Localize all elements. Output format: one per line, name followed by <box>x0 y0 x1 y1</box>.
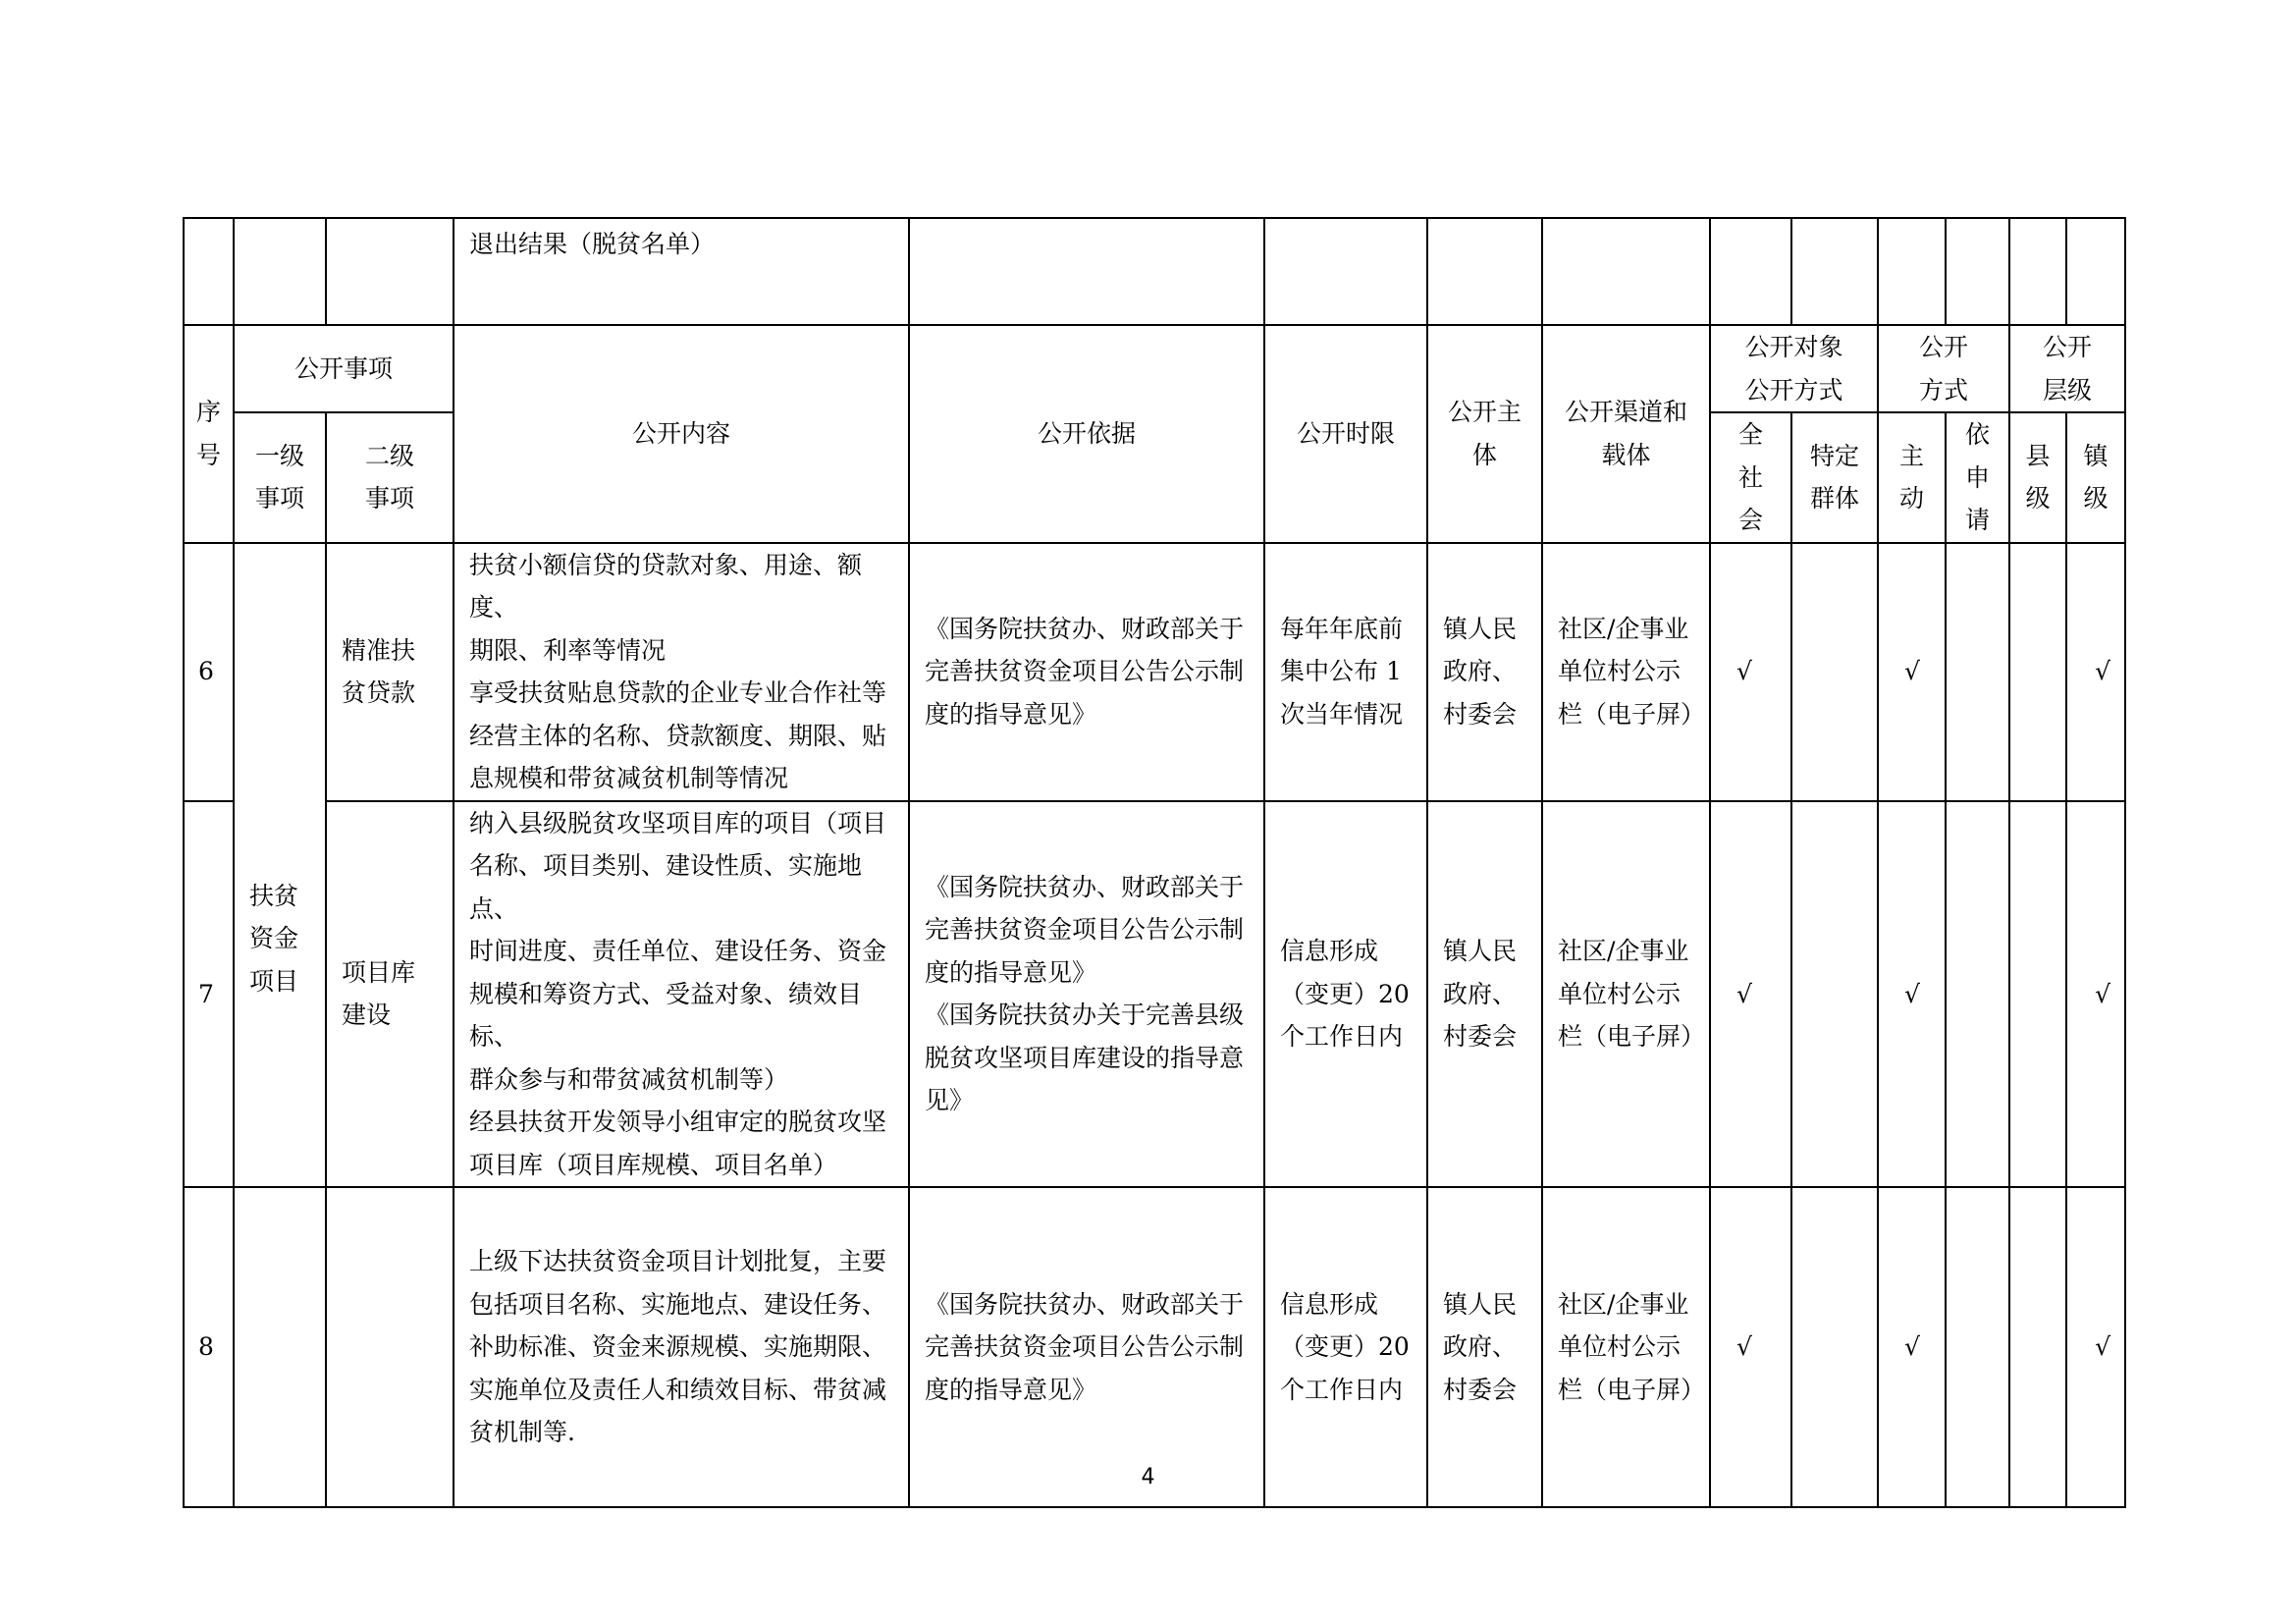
row-subject: 镇人民 政府、 村委会 <box>1427 1187 1542 1507</box>
header-tier-group: 公开 层级 <box>2009 325 2125 412</box>
row-level2: 项目库 建设 <box>326 801 454 1188</box>
row-subject: 镇人民 政府、 村委会 <box>1427 801 1542 1188</box>
row-basis: 《国务院扶贫办、财政部关于 完善扶贫资金项目公告公示制 度的指导意见》 <box>909 1187 1264 1507</box>
row-level2 <box>326 1187 454 1507</box>
disclosure-table <box>183 217 2126 1508</box>
row-check-tier-town: √ <box>2066 801 2125 1188</box>
row-check-method-active: √ <box>1878 1187 1946 1507</box>
header-matter: 公开事项 <box>234 325 454 412</box>
row-check-tier-town: √ <box>2066 1187 2125 1507</box>
row-timelimit: 信息形成 （变更）20 个工作日内 <box>1264 1187 1427 1507</box>
header-timelimit: 公开时限 <box>1264 325 1427 543</box>
page-number: 4 <box>1141 1465 1155 1489</box>
header-basis: 公开依据 <box>909 325 1264 543</box>
header-level2: 二级 事项 <box>326 412 454 543</box>
row-check-audience-all: √ <box>1710 801 1791 1188</box>
header-audience-group: 公开对象 公开方式 <box>1710 325 1878 412</box>
header-seq: 序 号 <box>184 325 234 543</box>
row-content: 扶贫小额信贷的贷款对象、用途、额度、 期限、利率等情况 享受扶贫贴息贷款的企业专业合作社等 经营主体的名称、贷款额度、期限、贴 息规模和带贫减贫机制等情况 <box>454 543 909 801</box>
row-check-audience-all: √ <box>1710 543 1791 801</box>
header-method-group: 公开 方式 <box>1878 325 2009 412</box>
row-level2: 精准扶 贫贷款 <box>326 543 454 801</box>
header-audience-all: 全 社 会 <box>1710 412 1791 543</box>
row-channel: 社区/企事业 单位村公示 栏（电子屏） <box>1542 801 1710 1188</box>
row-basis: 《国务院扶贫办、财政部关于 完善扶贫资金项目公告公示制 度的指导意见》 <box>909 543 1264 801</box>
row-seq: 8 <box>184 1187 234 1507</box>
row-timelimit: 信息形成 （变更）20 个工作日内 <box>1264 801 1427 1188</box>
row-check-method-active: √ <box>1878 543 1946 801</box>
table-row <box>184 1187 2125 1507</box>
row-seq: 6 <box>184 543 234 801</box>
row-content: 上级下达扶贫资金项目计划批复，主要 包括项目名称、实施地点、建设任务、 补助标准、资金来源规模、实施期限、 实施单位及责任人和绩效目标、带贫减 贫机制等. <box>454 1187 909 1507</box>
header-level1: 一级 事项 <box>234 412 326 543</box>
table-row <box>184 801 2125 1188</box>
level1-merged-cell: 扶贫 资金 项目 <box>234 543 326 1188</box>
row-subject: 镇人民 政府、 村委会 <box>1427 543 1542 801</box>
header-content: 公开内容 <box>454 325 909 543</box>
row-check-method-active: √ <box>1878 801 1946 1188</box>
continuation-content-cell: 退出结果（脱贫名单） <box>454 218 909 325</box>
row-check-audience-all: √ <box>1710 1187 1791 1507</box>
row-check-tier-town: √ <box>2066 543 2125 801</box>
header-tier-town: 镇 级 <box>2066 412 2125 543</box>
table-row <box>184 543 2125 801</box>
header-channel: 公开渠道和 载体 <box>1542 325 1710 543</box>
header-row-1 <box>184 325 2125 412</box>
row-basis: 《国务院扶贫办、财政部关于 完善扶贫资金项目公告公示制 度的指导意见》 《国务院扶贫办关于完善县级 脱贫攻坚项目库建设的指导意 见》 <box>909 801 1264 1188</box>
header-tier-county: 县 级 <box>2009 412 2066 543</box>
row-seq: 7 <box>184 801 234 1188</box>
header-method-request: 依 申 请 <box>1946 412 2009 543</box>
row-channel: 社区/企事业 单位村公示 栏（电子屏） <box>1542 543 1710 801</box>
row-content: 纳入县级脱贫攻坚项目库的项目（项目 名称、项目类别、建设性质、实施地点、 时间进度、责任单位、建设任务、资金 规模和筹资方式、受益对象、绩效目标、 群众参与和带贫减贫机制等） 经县扶贫开发领导小组审定的脱贫攻坚 项目库（项目库规模、项目名单） <box>454 801 909 1188</box>
row-channel: 社区/企事业 单位村公示 栏（电子屏） <box>1542 1187 1710 1507</box>
header-audience-specific: 特定 群体 <box>1791 412 1878 543</box>
header-subject: 公开主 体 <box>1427 325 1542 543</box>
header-method-active: 主 动 <box>1878 412 1946 543</box>
continuation-row <box>184 218 2125 325</box>
row-timelimit: 每年年底前 集中公布 1 次当年情况 <box>1264 543 1427 801</box>
